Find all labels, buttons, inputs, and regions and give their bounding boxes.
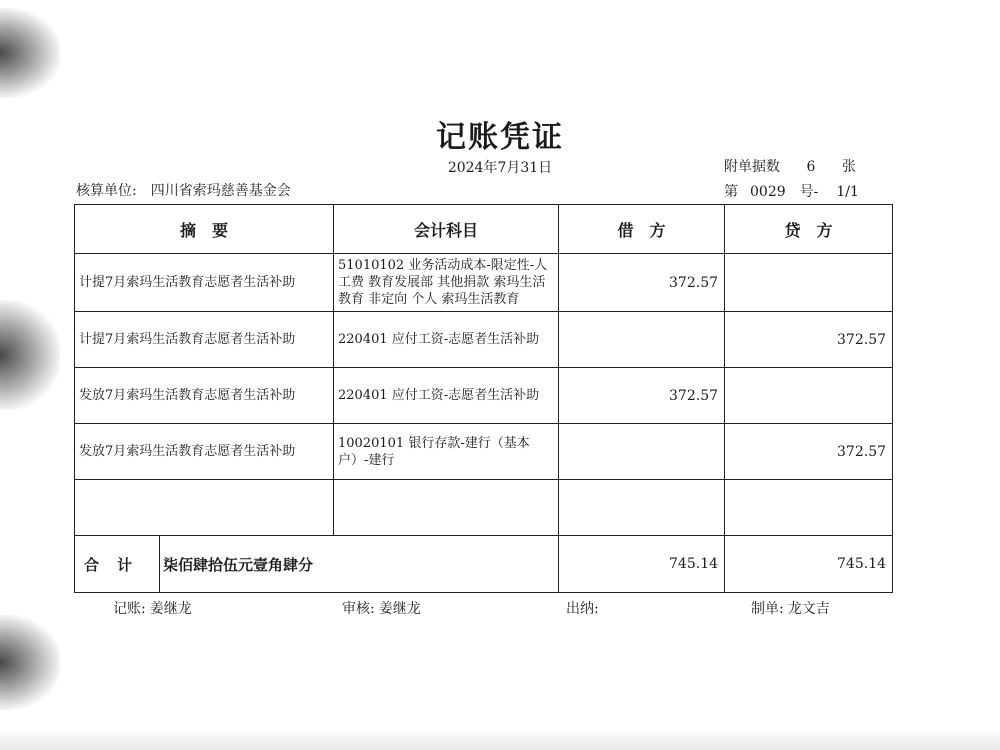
entry-debit bbox=[559, 424, 725, 480]
reviewer-label: 审核: bbox=[342, 601, 375, 617]
entry-summary: 发放7月索玛生活教育志愿者生活补助 bbox=[75, 424, 334, 480]
voucher-no-value: 0029 bbox=[750, 184, 786, 200]
voucher-table bbox=[74, 204, 893, 593]
scan-bottom-edge bbox=[0, 728, 1000, 750]
entry-credit: 372.57 bbox=[725, 312, 893, 368]
entry-credit bbox=[725, 480, 893, 536]
entry-summary: 计提7月索玛生活教育志愿者生活补助 bbox=[75, 312, 334, 368]
preparer-signature bbox=[751, 598, 830, 618]
voucher-page-of: 1/1 bbox=[836, 184, 859, 200]
entry-account: 220401 应付工资-志愿者生活补助 bbox=[334, 312, 559, 368]
total-row bbox=[75, 536, 893, 593]
header-debit: 借 方 bbox=[559, 205, 725, 254]
scan-artifact bbox=[0, 300, 60, 410]
preparer-label: 制单: bbox=[751, 601, 784, 617]
entry-account: 220401 应付工资-志愿者生活补助 bbox=[334, 368, 559, 424]
voucher-date: 2024年7月31日 bbox=[447, 160, 553, 176]
table-row bbox=[75, 312, 893, 368]
unit-label: 核算单位: bbox=[76, 183, 137, 199]
entry-debit: 372.57 bbox=[559, 368, 725, 424]
entry-debit bbox=[559, 312, 725, 368]
reviewer-signature bbox=[342, 598, 421, 618]
total-debit: 745.14 bbox=[559, 536, 725, 593]
voucher-no-suffix: 号- bbox=[799, 184, 819, 200]
entry-credit bbox=[725, 254, 893, 312]
entry-summary: 发放7月索玛生活教育志愿者生活补助 bbox=[75, 368, 334, 424]
header-account: 会计科目 bbox=[334, 205, 559, 254]
entry-account: 10020101 银行存款-建行（基本户）-建行 bbox=[334, 424, 559, 480]
voucher-title: 记账凭证 bbox=[436, 120, 564, 155]
unit-name: 四川省索玛慈善基金会 bbox=[150, 183, 291, 199]
accounting-unit bbox=[76, 180, 291, 200]
attachments-label: 附单据数 bbox=[724, 159, 780, 175]
table-header-row bbox=[75, 205, 893, 254]
total-label: 合计 bbox=[75, 536, 160, 593]
voucher-no-prefix: 第 bbox=[724, 184, 738, 200]
table-row bbox=[75, 254, 893, 312]
attachments-unit: 张 bbox=[842, 159, 856, 175]
header-summary: 摘 要 bbox=[75, 205, 334, 254]
table-row bbox=[75, 424, 893, 480]
preparer-name: 龙文吉 bbox=[787, 601, 830, 617]
attachments-count: 6 bbox=[806, 159, 816, 175]
entry-credit: 372.57 bbox=[725, 424, 893, 480]
entry-debit bbox=[559, 480, 725, 536]
bookkeeper-name: 姜继龙 bbox=[149, 601, 192, 617]
bookkeeper-label: 记账: bbox=[113, 601, 146, 617]
scan-artifact bbox=[0, 8, 60, 98]
attachments-info bbox=[724, 156, 856, 176]
entry-summary bbox=[75, 480, 334, 536]
reviewer-name: 姜继龙 bbox=[378, 601, 421, 617]
entry-credit bbox=[725, 368, 893, 424]
scan-artifact bbox=[0, 615, 60, 710]
entry-summary: 计提7月索玛生活教育志愿者生活补助 bbox=[75, 254, 334, 312]
table-row bbox=[75, 480, 893, 536]
total-credit: 745.14 bbox=[725, 536, 893, 593]
header-credit: 贷 方 bbox=[725, 205, 893, 254]
voucher-number bbox=[724, 181, 859, 201]
entry-debit: 372.57 bbox=[559, 254, 725, 312]
table-row bbox=[75, 368, 893, 424]
cashier-signature bbox=[566, 598, 603, 618]
entry-account bbox=[334, 480, 559, 536]
cashier-label: 出纳: bbox=[566, 601, 599, 617]
entry-account: 51010102 业务活动成本-限定性-人工费 教育发展部 其他捐款 索玛生活教育 非定向 个人 索玛生活教育 bbox=[334, 254, 559, 312]
total-amount-words: 柒佰肆拾伍元壹角肆分 bbox=[160, 536, 559, 593]
bookkeeper-signature bbox=[113, 598, 192, 618]
